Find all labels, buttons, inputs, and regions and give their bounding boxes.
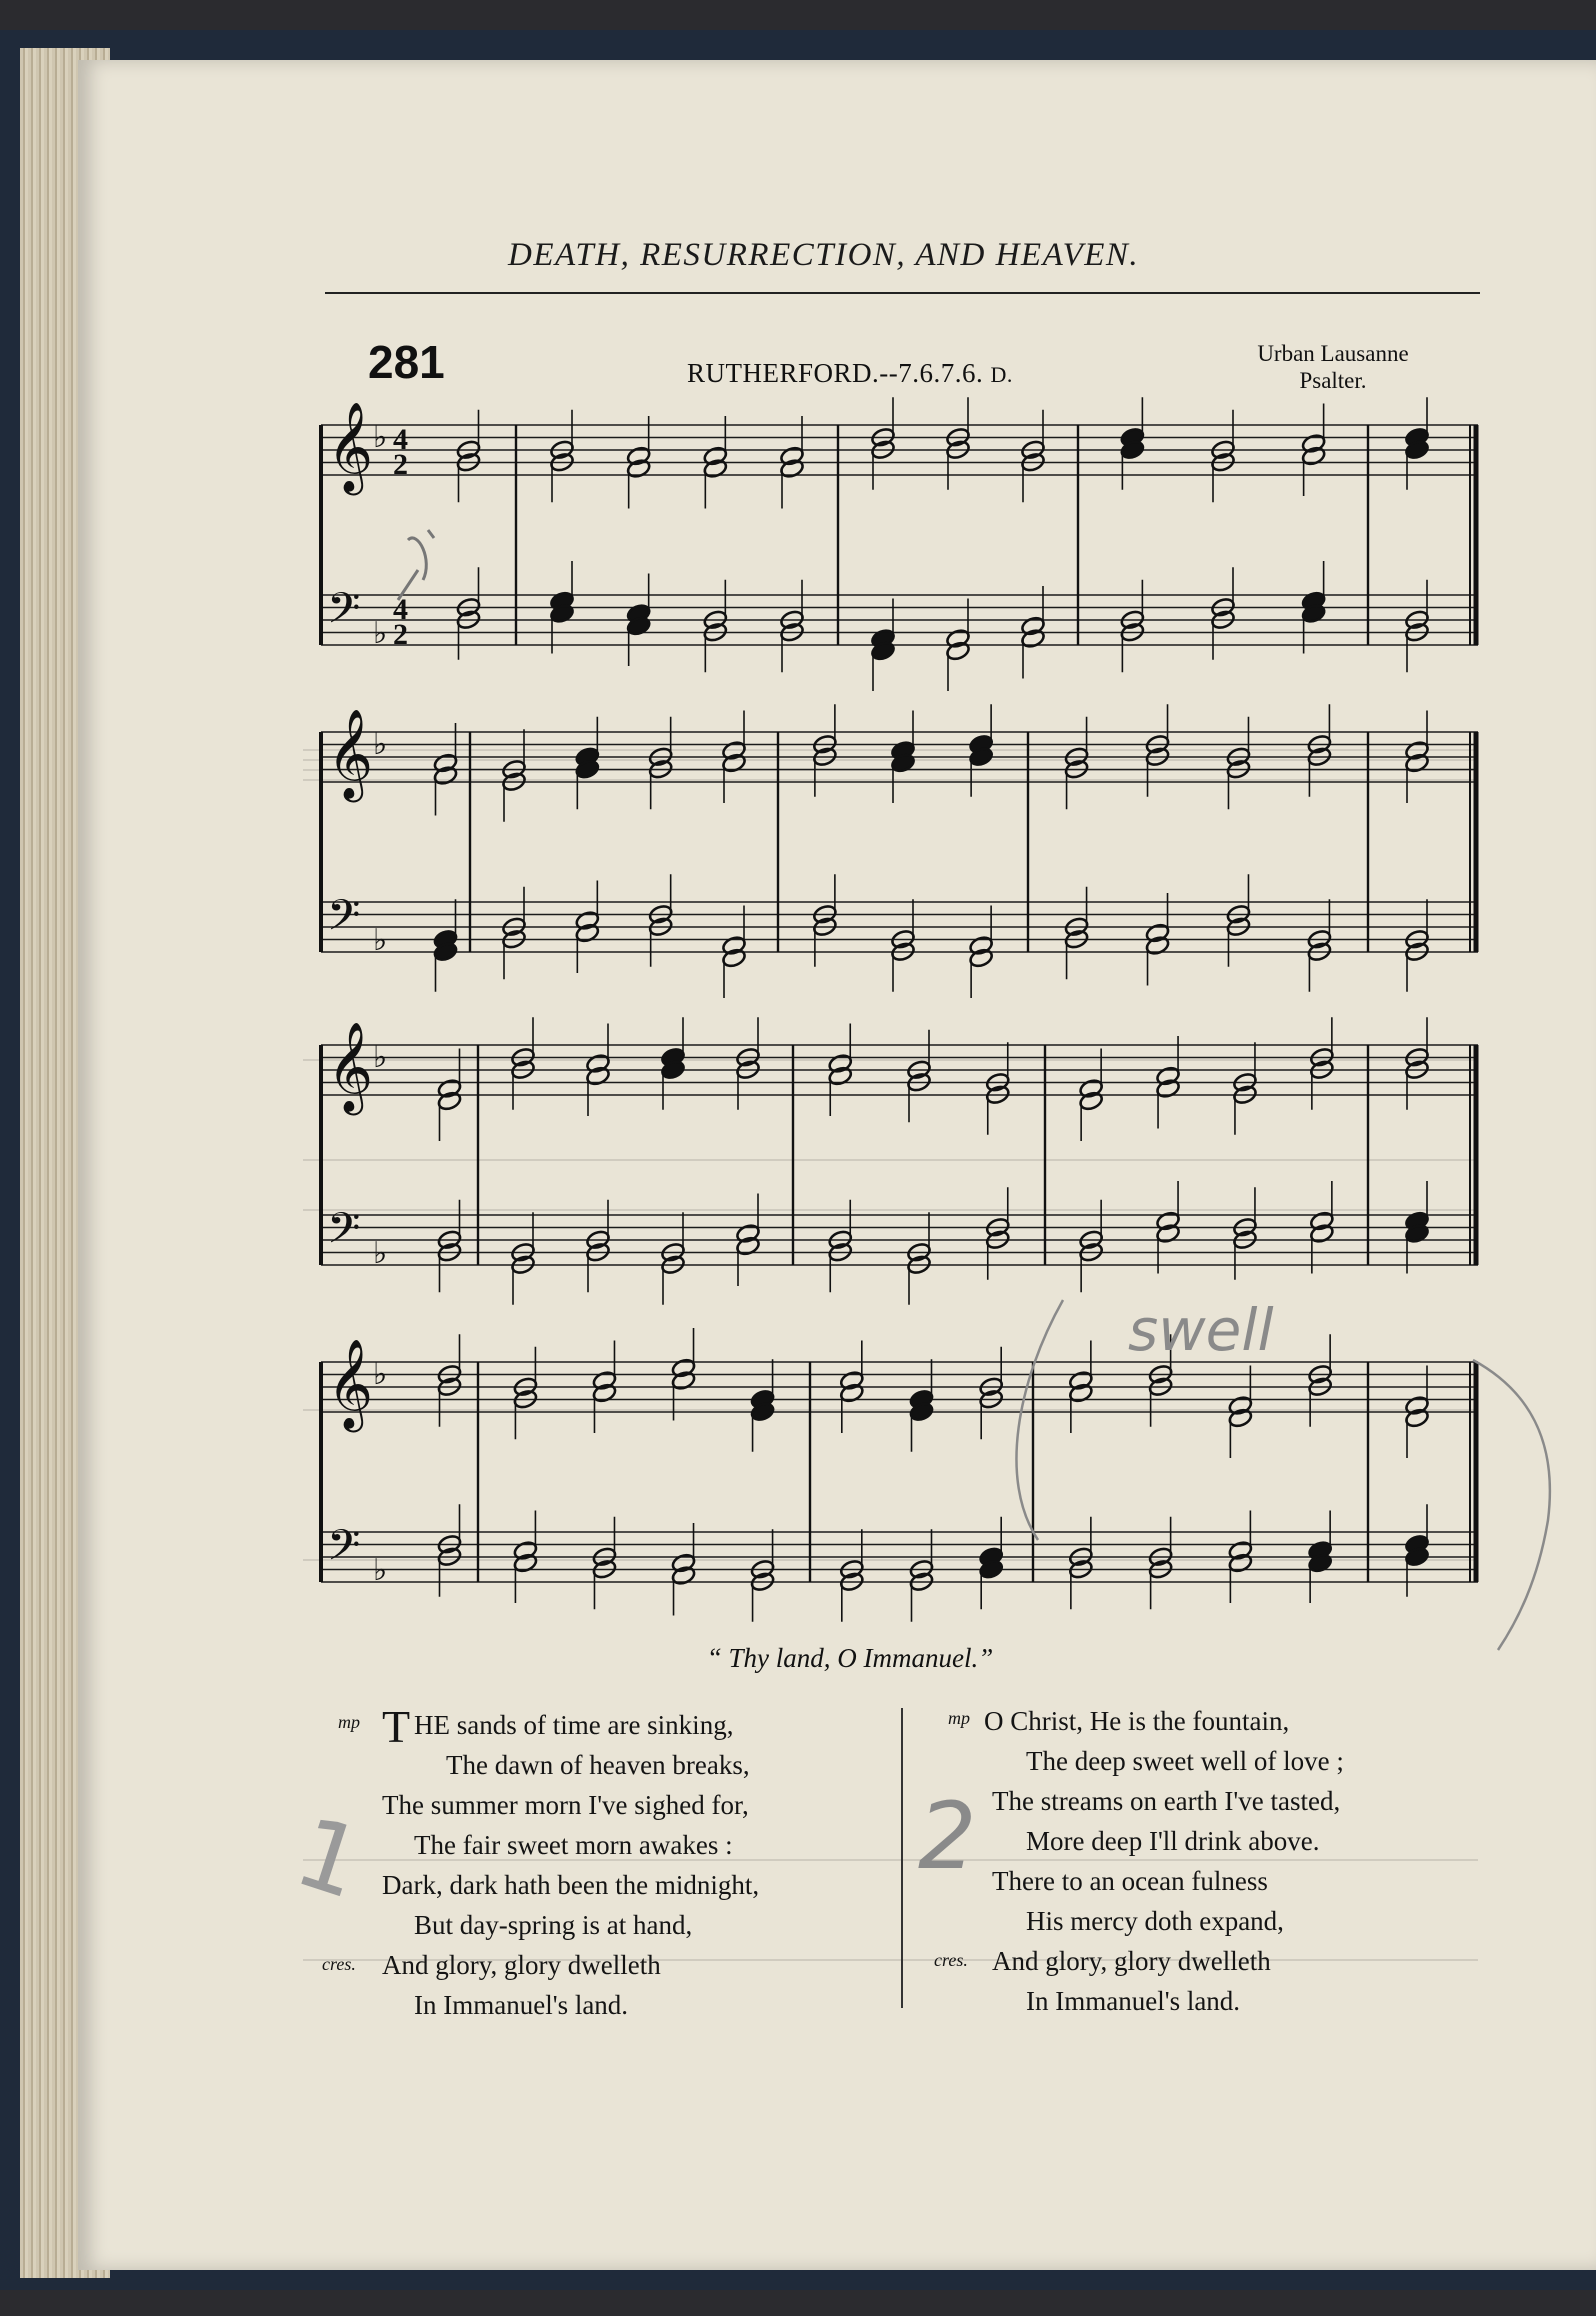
- time-signature-bottom: 2: [393, 448, 408, 481]
- verse-2-line: O Christ, He is the fountain,: [984, 1706, 1290, 1736]
- verse-2-line: More deep I'll drink above.: [1026, 1826, 1320, 1856]
- verse-1-line: The dawn of heaven breaks,: [446, 1750, 750, 1780]
- verse-2-line: In Immanuel's land.: [1026, 1986, 1241, 2016]
- verse-2-cres: cres.: [934, 1950, 968, 1970]
- hymn-number: 281: [368, 336, 445, 388]
- verse-2-line: There to an ocean fulness: [992, 1866, 1268, 1896]
- flat-sign-icon: ♭: [373, 727, 388, 762]
- flat-sign-icon: ♭: [373, 923, 388, 958]
- caption: “ Thy land, O Immanuel.”: [706, 1643, 994, 1673]
- verse-1-line: HE sands of time are sinking,: [414, 1710, 734, 1740]
- tune-meter-suffix: D.: [990, 362, 1013, 387]
- flat-sign-icon: ♭: [373, 1357, 388, 1392]
- treble-clef-icon: 𝄞: [327, 709, 374, 799]
- hymnal-page: [78, 60, 1596, 2270]
- pencil-swell: swell: [1128, 1296, 1274, 1364]
- time-signature-top: 4: [393, 593, 408, 626]
- verse-1-line: And glory, glory dwelleth: [382, 1950, 661, 1980]
- bass-clef-icon: 𝄢: [327, 1521, 361, 1581]
- flat-sign-icon: ♭: [373, 616, 388, 651]
- tune-meter: --7.6.7.6.: [879, 358, 984, 388]
- verse-1-dynamic: mp: [338, 1712, 360, 1732]
- time-signature-top: 4: [393, 423, 408, 456]
- music-score: [78, 60, 1596, 1700]
- verse-divider: [901, 1708, 903, 2008]
- verse-1-drop-cap: T: [382, 1701, 411, 1752]
- verse-1-line: The summer morn I've sighed for,: [382, 1790, 749, 1820]
- pencil-two: 2: [918, 1783, 977, 1890]
- verse-1-line: But day-spring is at hand,: [414, 1910, 693, 1940]
- bass-clef-icon: 𝄢: [327, 1204, 361, 1264]
- pencil-one: 1: [282, 1795, 376, 1921]
- treble-clef-icon: 𝄞: [327, 1022, 374, 1112]
- verse-2-line: The streams on earth I've tasted,: [992, 1786, 1341, 1816]
- flat-sign-icon: ♭: [373, 1236, 388, 1271]
- verse-2-dynamic: mp: [948, 1708, 970, 1728]
- verse-2-line: The deep sweet well of love ;: [1026, 1746, 1344, 1776]
- flat-sign-icon: ♭: [373, 1040, 388, 1075]
- bass-clef-icon: 𝄢: [327, 584, 361, 644]
- verse-2-line: His mercy doth expand,: [1026, 1906, 1284, 1936]
- treble-clef-icon: 𝄞: [327, 1339, 374, 1429]
- time-signature-bottom: 2: [393, 618, 408, 651]
- treble-clef-icon: 𝄞: [327, 402, 374, 492]
- verse-1-line: Dark, dark hath been the midnight,: [382, 1870, 760, 1900]
- verse-1-cres: cres.: [322, 1954, 356, 1974]
- verse-2-line: And glory, glory dwelleth: [992, 1946, 1271, 1976]
- verse-1-line: In Immanuel's land.: [414, 1990, 629, 2020]
- running-head: DEATH, RESURRECTION, AND HEAVEN.: [508, 237, 1140, 273]
- bass-clef-icon: 𝄢: [327, 891, 361, 951]
- tune-title: RUTHERFORD.: [687, 358, 880, 388]
- flat-sign-icon: ♭: [373, 420, 388, 455]
- composer-line-2: Psalter.: [1299, 368, 1367, 393]
- verse-1-line: The fair sweet morn awakes :: [414, 1830, 733, 1860]
- flat-sign-icon: ♭: [373, 1553, 388, 1588]
- composer-line-1: Urban Lausanne: [1257, 341, 1409, 366]
